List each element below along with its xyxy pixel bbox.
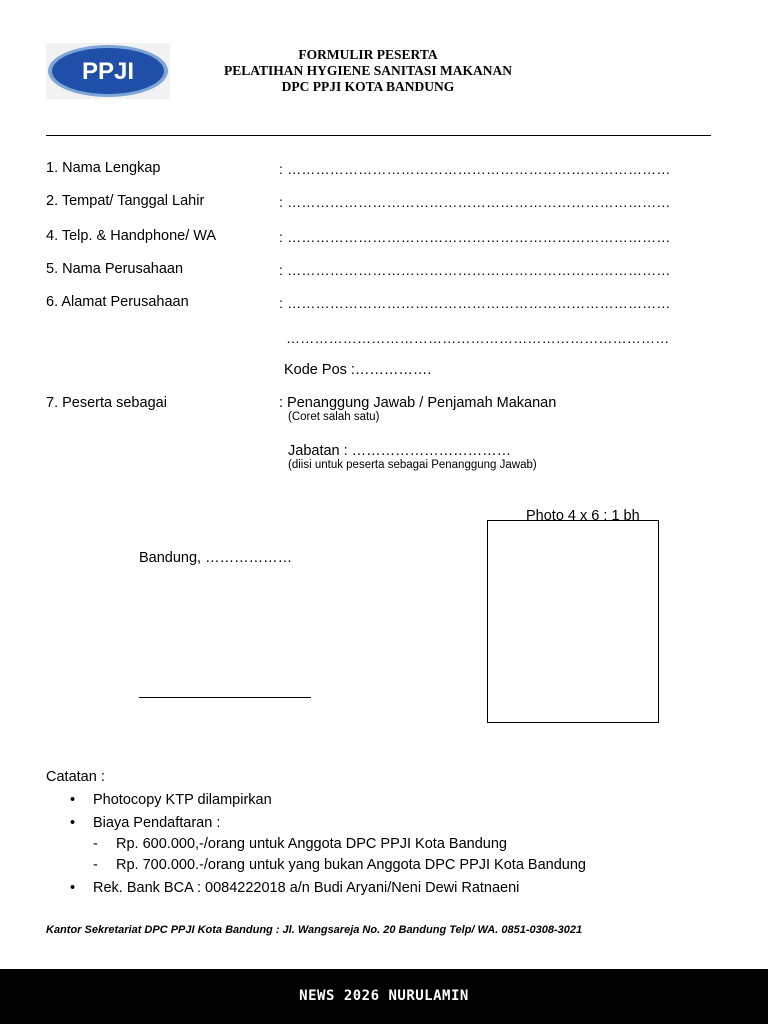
field-kode-pos[interactable]: Kode Pos :……………. (284, 362, 432, 378)
form-title: FORMULIR PESERTA (298, 47, 438, 62)
bullet-icon: • (70, 792, 76, 808)
field-input-nama[interactable]: : ……………………………………………………………………… (279, 161, 671, 177)
field-label-nama: 1. Nama Lengkap (46, 160, 161, 176)
field-label-perusahaan: 5. Nama Perusahaan (46, 261, 184, 277)
field-input-alamat[interactable]: : ……………………………………………………………………… (279, 295, 671, 311)
dash-icon: - (93, 857, 98, 873)
ppji-logo (46, 43, 170, 99)
footer-address: Kantor Sekretariat DPC PPJI Kota Bandung : Jl. Wangsareja No. 20 Bandung Telp/ WA. 0851-0308-3021 (46, 924, 583, 936)
photo-box (487, 520, 659, 723)
form-subtitle: PELATIHAN HYGIENE SANITASI MAKANAN (224, 63, 512, 78)
field-peserta-options[interactable]: : Penanggung Jawab / Penjamah Makanan (279, 395, 557, 411)
field-input-alamat-line2[interactable]: ……………………………………………………………………… (286, 330, 670, 346)
svg-text:PPJI: PPJI (81, 58, 135, 85)
watermark-text: NEWS 2026 NURULAMIN (299, 988, 469, 1004)
peserta-note: (Coret salah satu) (288, 411, 380, 423)
field-input-perusahaan[interactable]: : ……………………………………………………………………… (279, 262, 671, 278)
jabatan-note: (diisi untuk peserta sebagai Penanggung Jawab) (288, 459, 537, 471)
field-input-telp[interactable]: : ……………………………………………………………………… (279, 229, 671, 245)
form-organization: DPC PPJI KOTA BANDUNG (281, 79, 455, 94)
note-item-biaya: Biaya Pendaftaran : (93, 815, 221, 831)
field-label-peserta: 7. Peserta sebagai (46, 395, 167, 411)
note-item-bank: Rek. Bank BCA : 0084222018 a/n Budi Aryani/Neni Dewi Ratnaeni (93, 880, 520, 896)
place-date: Bandung, ……………… (139, 550, 293, 566)
field-input-ttl[interactable]: : ……………………………………………………………………… (279, 194, 671, 210)
note-item-ktp: Photocopy KTP dilampirkan (93, 792, 272, 808)
notes-title: Catatan : (46, 769, 105, 785)
field-jabatan[interactable]: Jabatan : …………………………… (288, 443, 512, 459)
signature-line (139, 697, 311, 698)
dash-icon: - (93, 836, 98, 852)
fee-non-member: Rp. 700.000.-/orang untuk yang bukan Anggota DPC PPJI Kota Bandung (116, 857, 586, 873)
header-divider (46, 135, 711, 136)
photo-label: Photo 4 x 6 : 1 bh (526, 508, 640, 524)
bullet-icon: • (70, 815, 76, 831)
field-label-alamat: 6. Alamat Perusahaan (46, 294, 189, 310)
fee-member: Rp. 600.000,-/orang untuk Anggota DPC PPJI Kota Bandung (116, 836, 507, 852)
field-label-telp: 4. Telp. & Handphone/ WA (46, 228, 217, 244)
field-label-ttl: 2. Tempat/ Tanggal Lahir (46, 193, 205, 209)
bullet-icon: • (70, 880, 76, 896)
